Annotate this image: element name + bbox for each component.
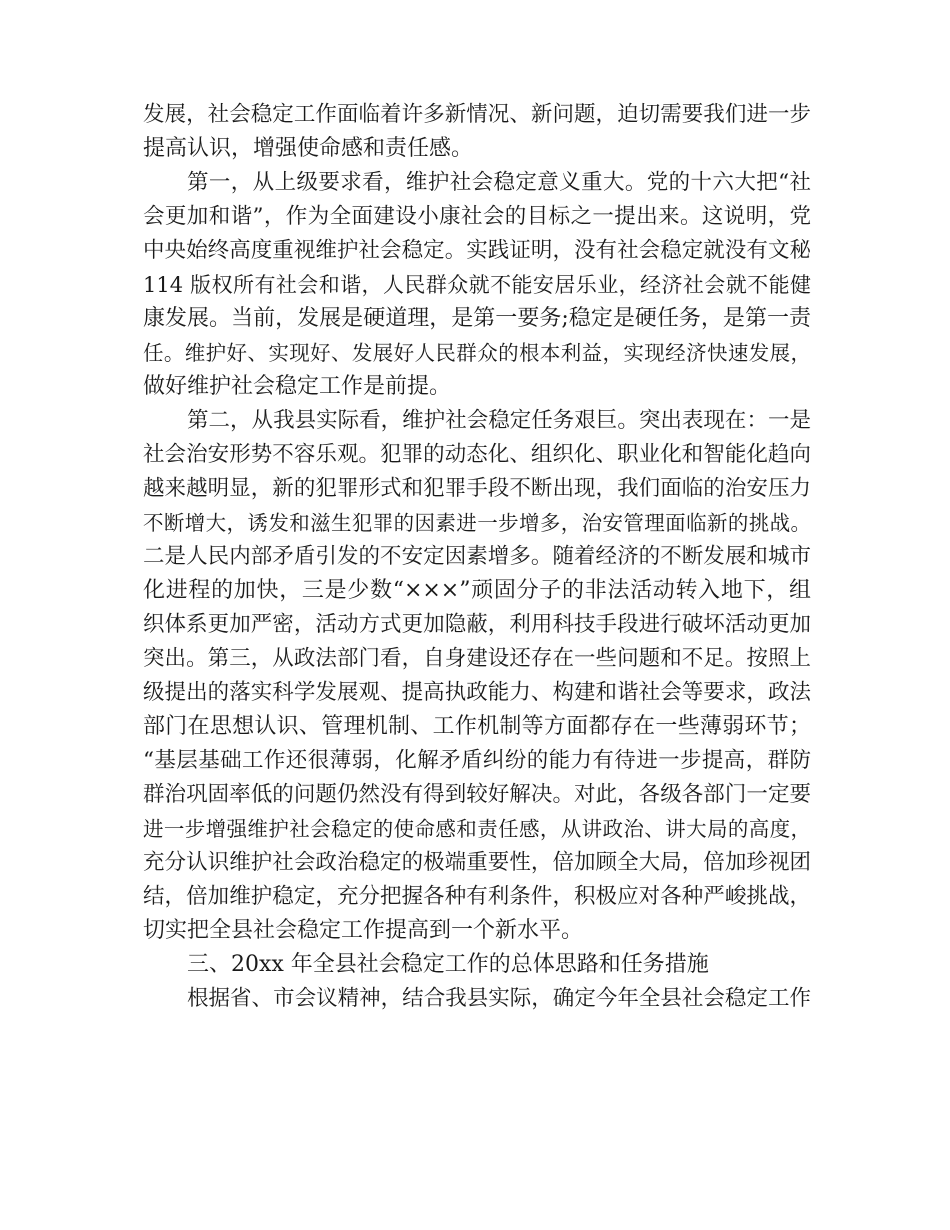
text-line: 发展，社会稳定工作面临着许多新情况、新问题，迫切需要我们进一步 xyxy=(143,102,811,127)
text-line: 做好维护社会稳定工作是前提。 xyxy=(143,374,452,399)
text-line: 部门在思想认识、管理机制、工作机制等方面都存在一些薄弱环节； xyxy=(143,714,811,739)
text-line: 结，倍加维护稳定，充分把握各种有利条件，积极应对各种严峻挑战， xyxy=(143,884,811,909)
text-line: 进一步增强维护社会稳定的使命感和责任感，从讲政治、讲大局的高度， xyxy=(143,817,811,841)
text-line: 群治巩固率低的问题仍然没有得到较好解决。对此，各级各部门一定要 xyxy=(143,782,811,807)
text-line: 越来越明显，新的犯罪形式和犯罪手段不断出现，我们面临的治安压力 xyxy=(143,476,811,501)
text-line: 级提出的落实科学发展观、提高执政能力、构建和谐社会等要求，政法 xyxy=(143,680,811,705)
text-line: “基层基础工作还很薄弱，化解矛盾纠纷的能力有待进一步提高，群防 xyxy=(143,748,811,773)
document-body xyxy=(143,98,811,1016)
text-line: 会更加和谐”，作为全面建设小康社会的目标之一提出来。这说明，党 xyxy=(143,204,811,229)
text-line: 织体系更加严密，活动方式更加隐蔽，利用科技手段进行破坏活动更加 xyxy=(143,612,811,637)
text-line: 二是人民内部矛盾引发的不安定因素增多。随着经济的不断发展和城市 xyxy=(143,544,811,569)
text-line: 充分认识维护社会政治稳定的极端重要性，倍加顾全大局，倍加珍视团 xyxy=(143,850,811,875)
text-line: 社会治安形势不容乐观。犯罪的动态化、组织化、职业化和智能化趋向 xyxy=(143,442,811,467)
text-line: 康发展。当前，发展是硬道理，是第一要务;稳定是硬任务，是第一责 xyxy=(143,306,811,331)
text-line: 切实把全县社会稳定工作提高到一个新水平。 xyxy=(143,918,584,943)
text-line: 突出。第三，从政法部门看，自身建设还存在一些问题和不足。按照上 xyxy=(143,646,811,671)
text-line: 第一，从上级要求看，维护社会稳定意义重大。党的十六大把“社 xyxy=(187,170,811,195)
text-line: 化进程的加快，三是少数“×××”顽固分子的非法活动转入地下，组 xyxy=(143,578,811,603)
text-line: 中央始终高度重视维护社会稳定。实践证明，没有社会稳定就没有文秘 xyxy=(143,238,811,263)
text-line: 提高认识，增强使命感和责任感。 xyxy=(143,136,474,161)
text-line: 根据省、市会议精神，结合我县实际，确定今年全县社会稳定工作 xyxy=(187,986,811,1011)
text-line: 任。维护好、实现好、发展好人民群众的根本利益，实现经济快速发展， xyxy=(143,341,811,365)
text-line: 第二，从我县实际看，维护社会稳定任务艰巨。突出表现在：一是 xyxy=(187,408,811,433)
text-line: 不断增大，诱发和滋生犯罪的因素进一步增多，治安管理面临新的挑战。 xyxy=(143,511,811,535)
text-line: 三、20xx 年全县社会稳定工作的总体思路和任务措施 xyxy=(187,952,709,977)
text-line: 114 版权所有社会和谐，人民群众就不能安居乐业，经济社会就不能健 xyxy=(143,273,811,297)
